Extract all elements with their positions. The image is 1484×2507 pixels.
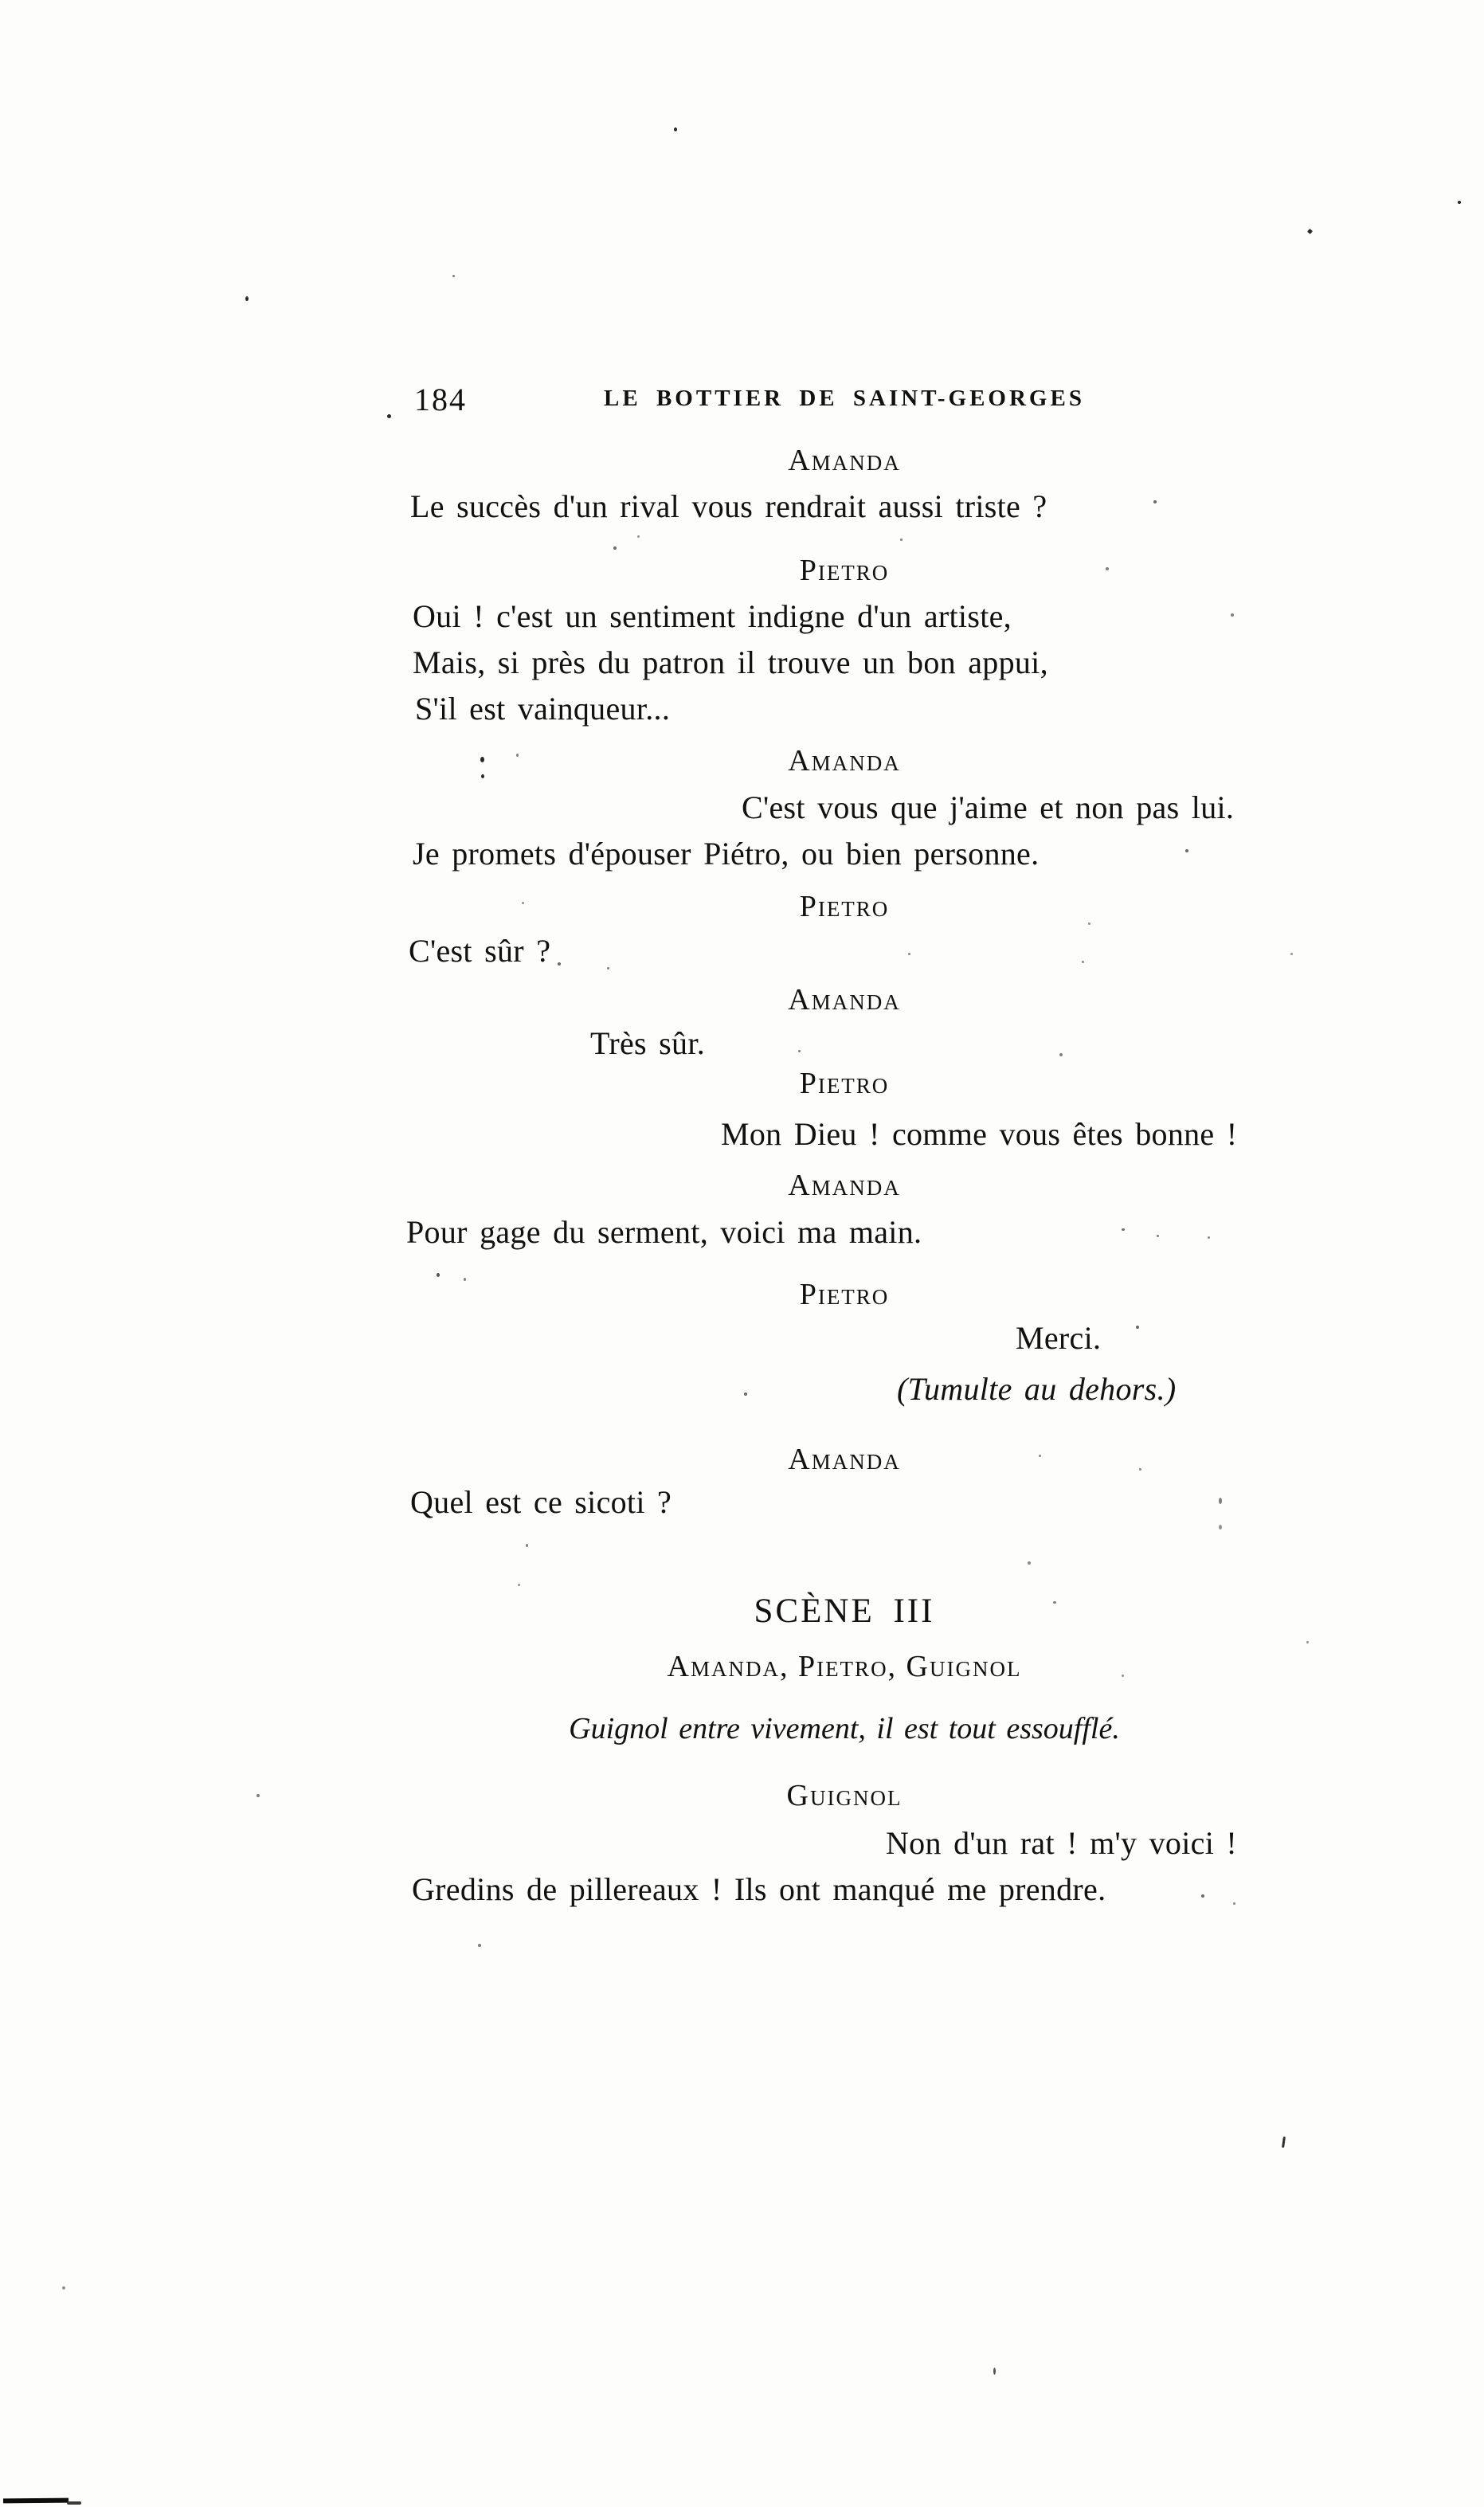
- stage-direction: (Tumulte au dehors.): [897, 1371, 1177, 1407]
- scan-speck: [1122, 1228, 1125, 1231]
- scan-speck: [464, 1278, 466, 1281]
- scan-speck: [1307, 229, 1313, 234]
- scan-speck: [674, 127, 677, 131]
- scan-speck: [1053, 1601, 1056, 1604]
- scan-speck: [387, 414, 391, 418]
- scan-speck: [516, 754, 519, 757]
- scan-speck: [437, 1273, 440, 1277]
- scan-speck: [993, 2368, 996, 2375]
- scan-speck: [1219, 1525, 1222, 1530]
- scan-speck: [1088, 922, 1090, 925]
- scan-speck: [1139, 1468, 1141, 1471]
- scan-artifact-line-tail: [67, 2501, 81, 2505]
- scan-speck: [1233, 1902, 1235, 1905]
- scan-speck: [1106, 567, 1109, 570]
- speaker-heading: Pietro: [799, 1278, 890, 1311]
- dialogue-line: Gredins de pillereaux ! Ils ont manqué me prendre.: [412, 1871, 1106, 1907]
- dialogue-line: C'est vous que j'aime et non pas lui.: [742, 789, 1235, 825]
- scan-speck: [522, 902, 524, 904]
- scan-speck: [637, 535, 640, 538]
- scan-speck: [1157, 1235, 1159, 1237]
- scan-speck: [613, 546, 617, 550]
- dialogue-line: Le succès d'un rival vous rendrait aussi triste ?: [410, 488, 1047, 524]
- dialogue-line: Je promets d'épouser Piétro, ou bien personne.: [413, 836, 1040, 872]
- scene-stage-direction: Guignol entre vivement, il est tout essoufflé.: [569, 1712, 1120, 1745]
- scan-speck: [1028, 1561, 1031, 1565]
- scan-speck: [1231, 613, 1234, 617]
- speaker-heading: Amanda: [788, 1169, 901, 1202]
- scan-artifact-line: [3, 2498, 69, 2504]
- dialogue-line: Très sûr.: [590, 1025, 706, 1061]
- scene-heading: SCÈNE III: [754, 1592, 935, 1630]
- scan-speck: [1219, 1498, 1222, 1504]
- scan-speck: [744, 1393, 747, 1396]
- speaker-heading: Amanda: [788, 744, 901, 778]
- scene-characters: Amanda, Pietro, Guignol: [667, 1650, 1022, 1683]
- scan-speck: [1136, 1326, 1139, 1329]
- scan-speck: [1039, 1455, 1041, 1457]
- scan-speck: [1122, 1675, 1124, 1677]
- scan-speck: [1201, 1894, 1204, 1898]
- scan-speck: [62, 2286, 65, 2290]
- scan-speck: [558, 962, 561, 966]
- speaker-heading: Guignol: [786, 1779, 903, 1812]
- speaker-heading: Amanda: [788, 444, 901, 477]
- scan-speck: [1082, 961, 1084, 963]
- scan-speck: [481, 774, 484, 778]
- scan-speck: [1282, 2137, 1286, 2148]
- scan-speck: [1153, 500, 1157, 503]
- speaker-heading: Amanda: [788, 983, 901, 1017]
- dialogue-line: Pour gage du serment, voici ma main.: [406, 1214, 922, 1250]
- dialogue-line: S'il est vainqueur...: [415, 691, 671, 727]
- speaker-heading: Pietro: [799, 890, 890, 923]
- speaker-heading: Pietro: [799, 554, 890, 587]
- dialogue-line: Merci.: [1016, 1320, 1102, 1356]
- scan-speck: [1458, 201, 1461, 204]
- scan-speck: [478, 1944, 481, 1947]
- speaker-heading: Pietro: [799, 1067, 890, 1100]
- page-number: 184: [414, 382, 467, 417]
- scan-speck: [1306, 1641, 1309, 1643]
- scan-speck: [480, 757, 484, 762]
- scan-speck: [1208, 1236, 1210, 1239]
- scan-speck: [256, 1794, 260, 1797]
- scan-speck: [1290, 953, 1293, 955]
- scan-speck: [1059, 1053, 1063, 1056]
- dialogue-line: Quel est ce sicoti ?: [410, 1484, 672, 1520]
- dialogue-line: C'est sûr ?: [409, 933, 551, 969]
- scan-speck: [900, 539, 903, 541]
- dialogue-line: Mais, si près du patron il trouve un bon appui,: [413, 644, 1048, 680]
- speaker-heading: Amanda: [788, 1443, 901, 1476]
- dialogue-line: Mon Dieu ! comme vous êtes bonne !: [721, 1116, 1238, 1152]
- dialogue-line: Non d'un rat ! m'y voici !: [886, 1825, 1238, 1861]
- scan-speck: [607, 967, 609, 970]
- scan-speck: [245, 296, 249, 301]
- dialogue-line: Oui ! c'est un sentiment indigne d'un artiste,: [413, 598, 1012, 634]
- scan-speck: [452, 275, 455, 277]
- scan-speck: [798, 1050, 801, 1052]
- scan-speck: [526, 1544, 528, 1547]
- running-title: LE BOTTIER DE SAINT-GEORGES: [604, 386, 1085, 411]
- scan-speck: [518, 1584, 520, 1586]
- scan-speck: [908, 953, 910, 955]
- scan-speck: [1185, 849, 1188, 852]
